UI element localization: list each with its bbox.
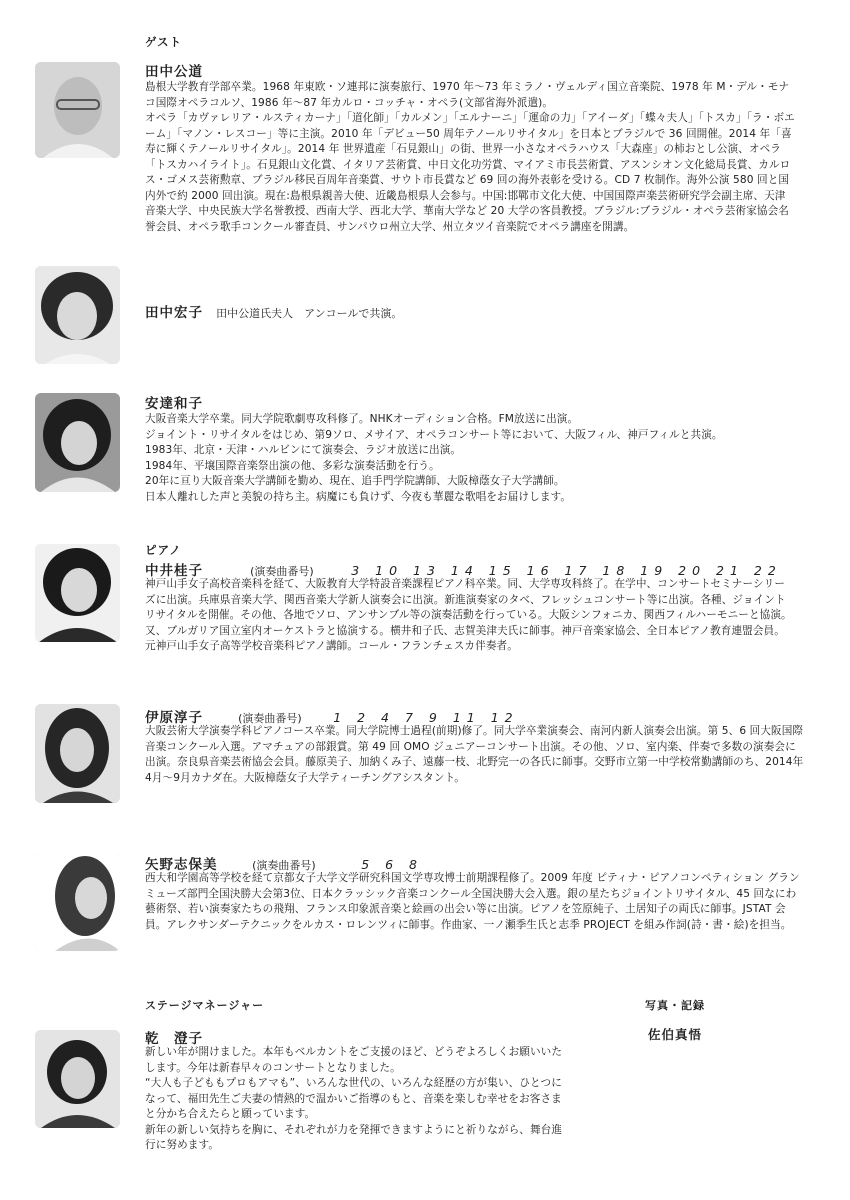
bio-paragraph: 西大和学園高等学校を経て京都女子大学文学研究科国文学専攻博士前期課程修了。2009 年度 ピティナ・ピアノコンペティション グランミューズ部門全国決勝大会第3位、日本クラッシック音楽コンクール全国決勝大会入選。銀の星たちジョイントリサイタル、45 回なにわ藝術祭、若い演奏家たちの飛翔、フランス印象派音楽と絵画の出会い等に出演。ピアノを笠原純子、土居知子の両氏に師事。JSTAT 会員。アレクサンダーテクニックをルカス・ロレンツィに師事。作曲家、一ノ瀬季生氏と志季 PROJECT を組み作詞(詩・書・絵)を担当。 <box>145 872 800 931</box>
portrait-yano-shihomi <box>35 852 120 951</box>
pieces-ihara-junko: 1 2 4 7 9 11 12 <box>333 710 519 725</box>
bio-line: 日本人離れした声と美貌の持ち主。病魔にも負けず、今夜も華麗な歌唱をお届けします。 <box>145 490 572 503</box>
header-nakai-keiko <box>145 559 782 579</box>
header-yano-shihomi <box>145 853 423 873</box>
bio-tanaka-kimichi <box>145 80 795 235</box>
bio-line: 大阪音楽大学卒業。同大学院歌劇専攻科修了。NHKオーディション合格。FM放送に出演。 <box>145 413 579 425</box>
header-ihara-junko <box>145 706 519 726</box>
bio-paragraph: 新年の新しい気持ちを胸に、それぞれが力を発揮できますようにと祈りながら、舞台進行に努めます。 <box>145 1123 563 1151</box>
name-adachi-kazuko: 安達和子 <box>145 396 203 412</box>
person-photo-icon <box>35 393 120 492</box>
portrait-inui-sumiko <box>35 1030 120 1128</box>
bio-line: 1983年、北京・天津・ハルビンにて演奏会、ラジオ放送に出演。 <box>145 444 462 456</box>
bio-line: 20年に亘り大阪音楽大学講師を勤め、現在、追手門学院講師、大阪樟蔭女子大学講師。 <box>145 475 565 487</box>
bio-nakai-keiko <box>145 577 795 655</box>
name-photo-record: 佐伯真悟 <box>648 1027 703 1042</box>
name-nakai-keiko: 中井桂子 <box>145 563 203 579</box>
section-label-stage-manager: ステージマネージャー <box>145 999 265 1012</box>
bio-ihara-junko <box>145 724 805 786</box>
portrait-nakai-keiko <box>35 544 120 642</box>
entry-tanaka-hiroko <box>145 301 402 321</box>
section-label-guest: ゲスト <box>145 35 183 49</box>
name-ihara-junko: 伊原淳子 <box>145 710 203 726</box>
name-tanaka-kimichi: 田中公道 <box>145 64 203 80</box>
pieces-nakai-keiko: 3 10 13 14 15 16 17 18 19 20 21 22 <box>351 563 782 578</box>
person-photo-icon <box>35 852 120 951</box>
person-photo-icon <box>35 266 120 364</box>
pieces-label: (演奏曲番号) <box>250 565 314 578</box>
pieces-yano-shihomi: 5 6 8 <box>361 857 423 872</box>
name-tanaka-hiroko: 田中宏子 <box>145 305 203 321</box>
person-photo-icon <box>35 704 120 803</box>
bio-yano-shihomi <box>145 871 805 933</box>
bio-adachi-kazuko <box>145 412 805 505</box>
person-photo-icon <box>35 544 120 642</box>
bio-paragraph: “大人も子どももプロもアマも”、いろんな世代の、いろんな経歴の方が集い、ひとつになって、福田先生ご夫妻の情熱的で温かいご指導のもと、音楽を楽しむ幸せをお客さまと分かち合えたらと願っています。 <box>145 1077 562 1120</box>
portrait-tanaka-kimichi <box>35 62 120 158</box>
bio-paragraph: 島根大学教育学部卒業。1968 年東欧・ソ連邦に演奏旅行、1970 年〜73 年ミラノ・ヴェルディ国立音楽院、1978 年 M・デル・モナコ国際オペラコルソ、1986 年〜87 年カルロ・コッチャ・オペラ(文部省海外派遣)。 <box>145 81 790 109</box>
portrait-ihara-junko <box>35 704 120 803</box>
bio-paragraph: オペラ「カヴァレリア・ルスティカーナ」「道化師」「カルメン」「エルナーニ」「運命の力」「アイーダ」「蝶々夫人」「トスカ」「ラ・ボエーム」「マノン・レスコー」等に主演。2010 年「デビュー50 周年テノールリサイタル」を日本とブラジルで 36 回開催。2014 年「喜寿に輝くテノールリサイタル」。2014 年 世界遺産「石見銀山」の街、世界一小さなオペラハウス「大森座」の柿おとし公演、オペラ「トスカハイライト」。石見銀山文化賞、イタリア芸術賞、中日文化功労賞、マイアミ市長芸術賞、アスンシオン文化総局長賞、カルロス・ゴメス芸術勲章、ブラジル移民百周年音楽賞、サウト市長賞など 69 回の海外表彰を受ける。CD 7 枚制作。海外公演 580 回と国内外で約 2000 回出演。現在:島根県親善大使、近畿島根県人会参与。中国:邯鄲市文化大使、中国国際声楽芸術研究学会副主席、天津音楽大学、中央民族大学名誉教授、西南大学、西北大学、華南大学など 20 大学の客員教授。ブラジル:ブラジル・オペラ芸術家協会名誉会員、オペラ歌手コンクール審査員、サンパウロ州立大学、州立タツイ音楽院でオペラ講座を開講。 <box>145 112 795 233</box>
portrait-adachi-kazuko <box>35 393 120 492</box>
section-label-photo-record: 写真・記録 <box>645 999 705 1012</box>
name-yano-shihomi: 矢野志保美 <box>145 857 218 873</box>
person-photo-icon <box>35 1030 120 1128</box>
portrait-tanaka-hiroko <box>35 266 120 364</box>
person-photo-icon <box>35 62 120 158</box>
bio-inui-sumiko <box>145 1045 565 1154</box>
name-inui-sumiko: 乾 澄子 <box>145 1031 203 1047</box>
bio-paragraph: 新しい年が開けました。本年もベルカントをご支援のほど、どうぞよろしくお願いいたします。今年は新春早々のコンサートとなりました。 <box>145 1046 563 1074</box>
pieces-label: (演奏曲番号) <box>238 712 302 725</box>
bio-line: ジョイント・リサイタルをはじめ、第9ソロ、メサイア、オペラコンサート等において、大阪フィル、神戸フィルと共演。 <box>145 428 723 441</box>
bio-paragraph: 神戸山手女子高校音楽科を経て、大阪教育大学特設音楽課程ピアノ科卒業。同、大学専攻科終了。在学中、コンサートセミナーシリーズに出演。兵庫県音楽大学、関西音楽大学新人演奏会に出演。新進演奏家のタベ、フレッシュコンサート等に出演。各種、ジョイントリサイタルを開催。その他、各地でソロ、アンサンブル等の演奏活動を行っている。大阪シンフォニカ、関西フィルハーモニーと協演。又、ブルガリア国立室内オーケストラと協演する。横井和子氏、志賀美津夫氏に師事。神戸音楽家協会、全日本ピアノ教育連盟会員。元神戸山手女子高等学校音楽科ピアノ講師。コール・フランチェスカ伴奏者。 <box>145 578 792 652</box>
bio-paragraph: 大阪芸術大学演奏学科ピアノコース卒業。同大学院博士過程(前期)修了。同大学卒業演奏会、南河内新人演奏会出演。第 5、6 回大阪国際音楽コンクール入選。アマチュアの部銀賞。第 49 回 OMO ジュニアーコンサート出演。その他、ソロ、室内楽、伴奏で多数の演奏会に出演。奈良県音楽芸術協会会員。藤原美子、加納くみ子、遠藤一枝、北野完一の各氏に師事。交野市立第一中学校常勤講師のち、2014年4月〜9月カナダ在。大阪樟蔭女子大学ティーチングアシスタント。 <box>145 725 804 784</box>
pieces-label: (演奏曲番号) <box>252 859 316 872</box>
bio-line: 1984年、平壌国際音楽祭出演の他、多彩な演奏活動を行う。 <box>145 459 440 472</box>
note-tanaka-hiroko: 田中公道氏夫人 アンコールで共演。 <box>216 307 403 320</box>
section-label-piano: ピアノ <box>145 543 182 557</box>
